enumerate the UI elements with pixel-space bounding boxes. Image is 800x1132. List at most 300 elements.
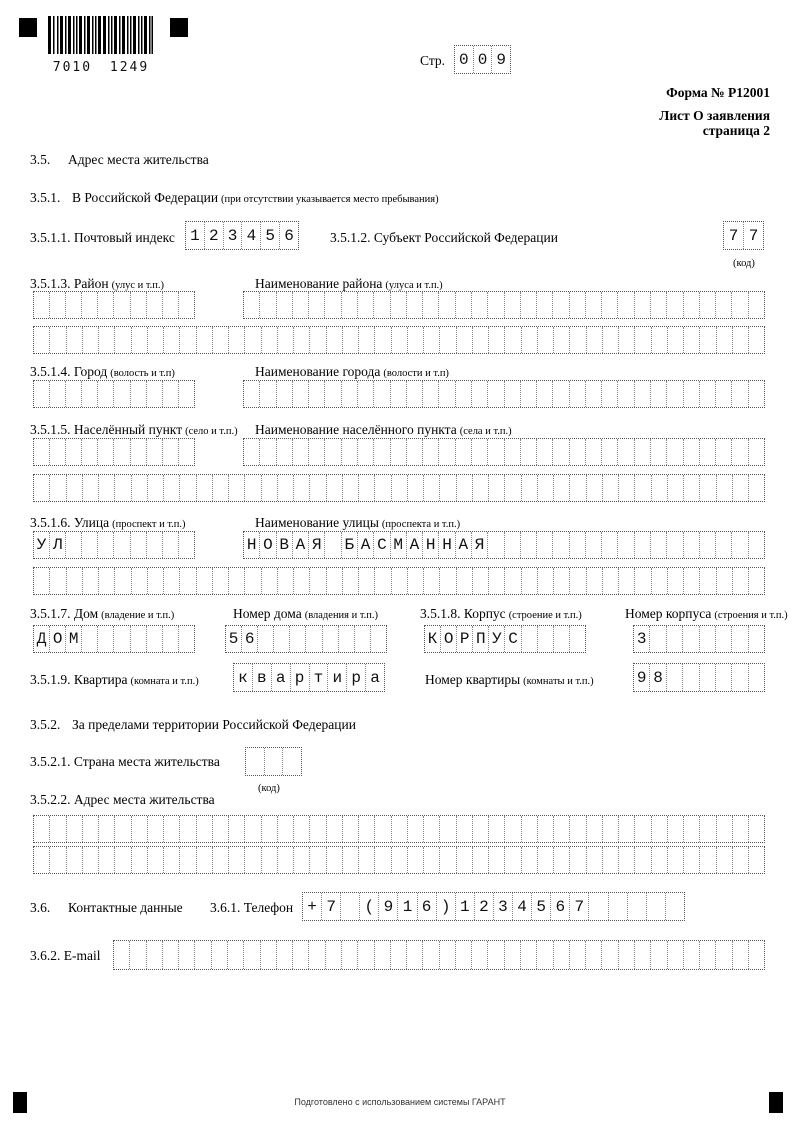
page-number-field[interactable] [454,45,511,74]
form-cell [146,532,162,558]
form-cell [81,439,97,465]
settlement-label [30,422,238,439]
form-cell [537,626,553,652]
form-cell [488,327,504,353]
form-cell [131,847,147,873]
form-cell [374,327,390,353]
form-cell [650,292,666,318]
form-cell [487,292,503,318]
house-type-field[interactable] [33,625,195,653]
form-cell [34,327,49,353]
form-cell [211,941,227,969]
house-label [30,606,174,623]
form-cell [569,381,585,407]
form-cell [422,439,438,465]
form-cell [292,381,308,407]
form-cell [504,816,520,842]
form-cell [651,816,667,842]
form-cell [438,381,454,407]
form-cell [98,816,114,842]
form-cell [324,381,340,407]
form-cell [97,626,113,652]
section-3-5-1-num: 3.5.1. [30,190,61,205]
form-cell [536,941,552,969]
house-number-note: (владения и т.п.) [304,610,379,621]
form-cell: А [292,532,308,558]
form-cell [293,327,309,353]
form-cell [373,439,389,465]
form-cell [82,327,98,353]
form-cell [504,327,520,353]
form-cell [504,532,520,558]
form-cell [244,381,259,407]
form-cell [228,568,244,594]
form-cell [212,816,228,842]
form-cell [748,439,764,465]
form-cell: Я [308,532,324,558]
form-cell [131,475,147,501]
form-cell [748,475,764,501]
phone-field[interactable] [302,892,685,921]
form-cell [422,941,438,969]
form-cell [228,475,244,501]
form-cell [585,292,601,318]
street-type-field[interactable] [33,531,195,559]
form-cell [569,439,585,465]
country-code-field[interactable] [245,747,302,776]
form-cell [357,941,373,969]
form-cell: А [406,532,422,558]
form-cell [308,292,324,318]
form-cell [406,439,422,465]
form-cell [146,941,162,969]
form-cell [699,381,715,407]
form-cell [521,847,537,873]
form-cell [131,568,147,594]
form-cell [178,941,194,969]
form-cell [585,532,601,558]
form-cell [391,816,407,842]
form-cell [82,816,98,842]
form-cell [569,941,585,969]
form-cell [602,327,618,353]
form-cell [273,626,289,652]
form-cell [178,292,194,318]
form-cell [699,439,715,465]
form-cell [666,532,682,558]
form-cell [49,816,65,842]
form-cell [342,816,358,842]
contacts-num: 3.6. [30,900,51,915]
form-cell: 1 [397,893,416,920]
building-label-note: (строение и т.п.) [508,610,582,621]
building-number-field[interactable] [633,625,765,653]
form-cell [586,816,602,842]
form-cell [98,327,114,353]
form-cell [553,626,569,652]
form-cell: 4 [241,222,260,249]
form-cell [618,475,634,501]
form-cell [358,816,374,842]
form-cell [618,816,634,842]
form-cell: 7 [321,893,340,920]
form-cell [358,568,374,594]
form-cell [212,847,228,873]
form-cell [634,847,650,873]
settlement-name-field-row2[interactable] [33,474,765,502]
street-label-note: (проспект и т.п.) [112,519,186,530]
form-cell [521,327,537,353]
form-cell [585,381,601,407]
form-cell [196,475,212,501]
form-cell [407,847,423,873]
form-cell: р [290,664,309,691]
form-cell: ) [436,893,455,920]
form-cell [423,327,439,353]
form-cell [66,475,82,501]
city-name-note: (волости и т.п) [383,368,449,379]
form-cell [634,532,650,558]
form-cell [618,847,634,873]
form-cell: 2 [474,893,493,920]
form-cell [34,816,49,842]
form-cell [179,327,195,353]
form-cell [667,941,683,969]
form-cell [569,626,585,652]
foreign-address-field-row2[interactable] [33,846,765,874]
form-cell [277,475,293,501]
form-cell [341,381,357,407]
district-label-note: (улус и т.п.) [111,280,165,291]
form-cell [212,327,228,353]
form-cell [487,941,503,969]
form-cell [471,941,487,969]
form-cell [114,941,129,969]
form-cell [650,381,666,407]
form-cell: 9 [636,668,647,687]
form-cell [716,568,732,594]
form-cell [748,327,764,353]
form-cell [732,847,748,873]
form-cell: 3 [223,222,242,249]
building-type-field[interactable] [424,625,586,653]
form-cell [146,381,162,407]
form-cell [439,475,455,501]
form-cell [504,475,520,501]
form-cell [456,327,472,353]
form-cell [438,439,454,465]
form-cell [456,475,472,501]
sheet-title: Лист О заявления [659,108,770,123]
form-cell: С [504,626,520,652]
form-cell [309,568,325,594]
form-cell [293,847,309,873]
form-cell [634,475,650,501]
form-cell [196,847,212,873]
form-cell [650,439,666,465]
apartment-number-note: (комнаты и т.п.) [523,676,594,687]
form-cell [162,941,178,969]
form-cell [130,532,146,558]
house-number-field[interactable] [225,625,387,653]
form-cell [699,664,715,691]
form-cell [748,847,764,873]
form-cell [292,292,308,318]
form-cell [667,327,683,353]
form-cell [649,626,665,652]
form-cell [261,816,277,842]
form-cell [196,568,212,594]
form-cell [98,475,114,501]
form-cell [651,327,667,353]
form-cell [650,941,666,969]
form-cell [423,847,439,873]
form-cell [715,292,731,318]
form-cell [569,847,585,873]
form-cell [178,439,194,465]
form-cell: 7 [743,222,763,249]
form-cell [212,568,228,594]
form-cell: 9 [491,46,510,73]
city-name-field[interactable] [243,380,765,408]
form-cell [439,847,455,873]
form-cell [455,381,471,407]
street-name-field-row2[interactable] [33,567,765,595]
barcode [48,16,154,75]
form-cell [34,439,49,465]
building-number-note: (строения и т.п.) [714,610,788,621]
form-cell [243,941,259,969]
form-cell [601,381,617,407]
form-cell [732,568,748,594]
apartment-number-field[interactable] [633,663,765,692]
form-cell [731,439,747,465]
apartment-type-field[interactable] [233,663,385,692]
form-cell [244,847,260,873]
form-cell [370,626,386,652]
form-cell [504,292,520,318]
form-cell [521,475,537,501]
form-cell [163,847,179,873]
street-name-label [255,515,460,532]
form-cell [699,626,715,652]
form-cell [34,475,49,501]
form-cell [634,292,650,318]
city-label [30,364,175,381]
registration-mark-top-right [170,18,188,37]
form-cell [342,327,358,353]
form-cell [162,626,178,652]
form-cell [569,475,585,501]
form-cell [732,327,748,353]
form-cell [748,532,764,558]
form-cell [716,327,732,353]
form-cell [439,816,455,842]
form-cell [602,816,618,842]
district-name-field-row2[interactable] [33,326,765,354]
form-cell [699,475,715,501]
form-cell [373,292,389,318]
form-cell [716,816,732,842]
form-cell [553,847,569,873]
form-cell [488,816,504,842]
postal-index-field[interactable] [185,221,299,250]
form-cell [699,327,715,353]
foreign-address-field-row1[interactable] [33,815,765,843]
form-cell [667,847,683,873]
section-3-5-1-note: (при отсутствии указывается место пребывания) [221,194,439,205]
subject-code-field[interactable] [723,221,764,250]
form-cell [259,381,275,407]
form-cell [374,816,390,842]
form-cell [406,381,422,407]
form-cell [81,626,97,652]
form-cell [340,893,359,920]
form-cell [617,292,633,318]
form-cell [293,475,309,501]
form-cell [471,292,487,318]
form-cell: 0 [473,46,492,73]
form-cell [113,439,129,465]
form-cell: Н [422,532,438,558]
form-cell [683,816,699,842]
district-name-text: Наименование района [255,276,383,291]
form-cell [261,847,277,873]
form-cell [259,292,275,318]
form-cell [147,816,163,842]
form-cell [748,292,764,318]
city-name-text: Наименование города [255,364,381,379]
form-cell [322,626,338,652]
form-cell [276,941,292,969]
form-cell [683,941,699,969]
form-cell: 0 [459,50,469,69]
form-cell [455,292,471,318]
form-cell [309,475,325,501]
form-cell [646,893,665,920]
form-cell [666,664,682,691]
form-cell [715,626,731,652]
form-cell [585,439,601,465]
form-cell [601,941,617,969]
form-cell [602,475,618,501]
form-cell [715,439,731,465]
city-type-field[interactable] [33,380,195,408]
apartment-number-label [425,672,594,689]
form-cell [406,941,422,969]
form-cell: а [271,664,290,691]
form-cell [682,626,698,652]
form-cell: т [309,664,328,691]
building-number-text: Номер корпуса [625,606,712,621]
form-cell [608,893,627,920]
form-cell [66,816,82,842]
form-cell [586,847,602,873]
settlement-name-field[interactable] [243,438,765,466]
form-cell [163,327,179,353]
form-cell [326,327,342,353]
form-cell [748,381,764,407]
form-cell [504,847,520,873]
form-cell [683,532,699,558]
form-cell [130,381,146,407]
form-cell: Я [471,532,487,558]
form-cell [66,568,82,594]
form-cell [82,475,98,501]
form-cell [602,568,618,594]
street-name-field[interactable] [243,531,765,559]
form-cell [244,816,260,842]
district-name-field[interactable] [243,291,765,319]
form-cell [504,381,520,407]
form-cell: 5 [260,222,279,249]
form-cell [293,568,309,594]
form-cell [487,381,503,407]
form-cell [293,816,309,842]
form-cell [49,475,65,501]
form-cell [308,439,324,465]
form-cell [113,626,129,652]
form-cell [338,626,354,652]
form-cell [308,381,324,407]
form-cell [179,475,195,501]
form-cell [586,475,602,501]
form-cell [552,292,568,318]
form-cell: М [390,532,406,558]
form-cell [113,381,129,407]
form-cell [65,439,81,465]
city-name-label [255,364,449,381]
form-cell [683,327,699,353]
form-cell [472,327,488,353]
form-cell [651,568,667,594]
building-label [420,606,582,623]
form-cell [504,568,520,594]
form-cell [651,475,667,501]
form-cell [309,847,325,873]
form-cell: 2 [204,222,223,249]
form-cell [244,568,260,594]
street-label [30,515,186,532]
settlement-label-note: (село и т.п.) [185,426,238,437]
form-cell [422,381,438,407]
form-cell: 3 [636,630,647,648]
form-cell [553,568,569,594]
form-cell [716,847,732,873]
email-field[interactable] [113,940,765,970]
form-cell [520,439,536,465]
form-cell [212,475,228,501]
form-cell [569,568,585,594]
form-cell [292,941,308,969]
form-cell: 9 [378,893,397,920]
form-cell [292,439,308,465]
form-cell [618,568,634,594]
district-type-field[interactable] [33,291,195,319]
form-cell [586,568,602,594]
settlement-label-text: 3.5.1.5. Населённый пункт [30,422,183,437]
form-cell [667,475,683,501]
house-number-label [233,606,378,623]
form-cell [97,532,113,558]
form-cell [49,381,65,407]
form-cell [471,439,487,465]
form-cell [407,327,423,353]
settlement-type-field[interactable] [33,438,195,466]
form-cell [98,847,114,873]
form-cell [162,532,178,558]
form-cell: и [327,664,346,691]
